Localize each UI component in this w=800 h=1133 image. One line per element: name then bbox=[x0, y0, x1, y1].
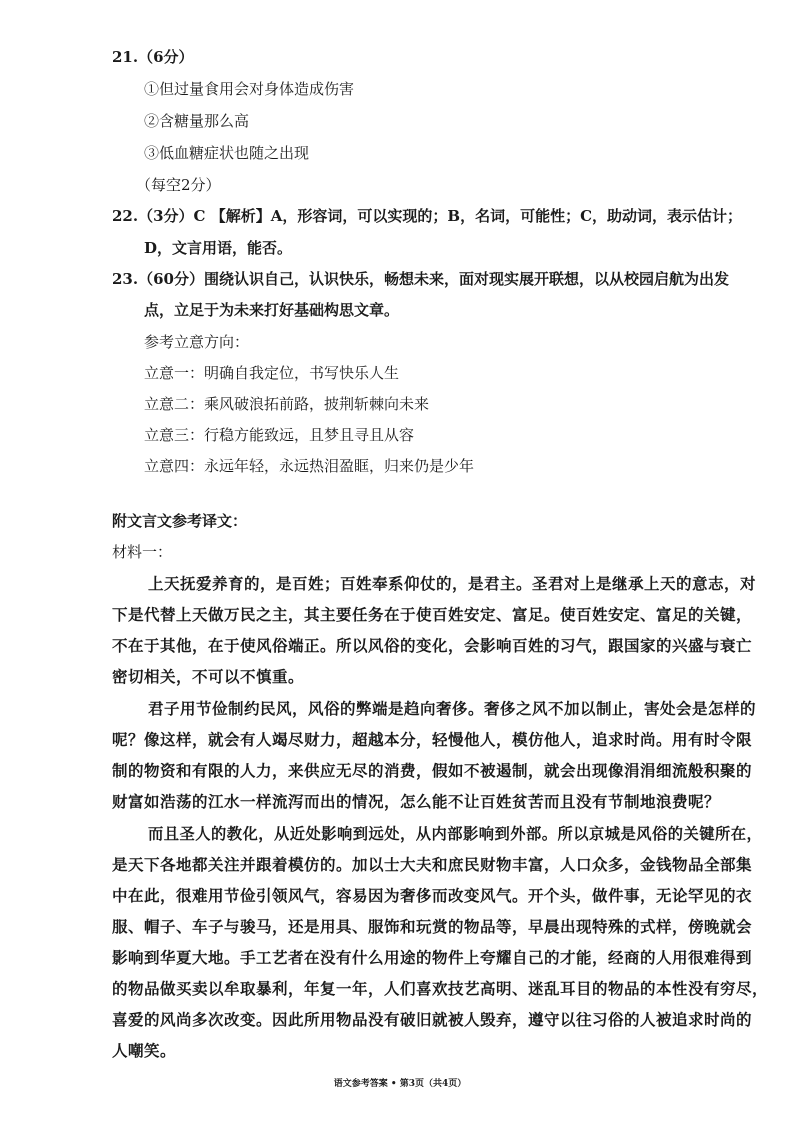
para1-line-2: 下是代替上天做万民之主，其主要任务在于使百姓安定、富足。使百姓安定、富足的关键， bbox=[112, 605, 753, 624]
para1-line-4: 密切相关，不可以不慎重。 bbox=[112, 667, 305, 686]
q23-idea-4: 立意四：永远年轻，永远热泪盈眶，归来仍是少年 bbox=[144, 457, 475, 475]
para3-line-1: 而且圣人的教化，从近处影响到远处，从内部影响到外部。所以京城是风俗的关键所在， bbox=[148, 825, 763, 843]
para1-line-3: 不在于其他，在于使风俗端正。所以风俗的变化，会影响百姓的习气，跟国家的兴盛与衰亡 bbox=[112, 636, 753, 655]
q23-idea-1: 立意一：明确自我定位，书写快乐人生 bbox=[144, 364, 400, 382]
para2-line-2: 呢？像这样，就会有人竭尽财力，超越本分，轻慢他人，模仿他人，追求时尚。用有时令限 bbox=[112, 730, 753, 749]
q23-ref-title: 参考立意方向： bbox=[144, 333, 250, 351]
q23-idea-2: 立意二：乘风破浪拓前路，披荆斩棘向未来 bbox=[144, 395, 430, 413]
para3-line-4: 服、帽子、车子与骏马，还是用具、服饰和玩赏的物品等，早晨出现特殊的式样，傍晚就会 bbox=[112, 917, 753, 936]
q21-item-3: ③低血糖症状也随之出现 bbox=[144, 144, 310, 162]
para2-line-4: 财富如浩荡的江水一样流泻而出的情况，怎么能不让百姓贫苦而且没有节制地浪费呢？ bbox=[112, 792, 721, 811]
q22-line-2: D，文言用语，能否。 bbox=[144, 239, 293, 257]
appendix-title: 附文言文参考译文： bbox=[112, 512, 248, 530]
q22-analysis-text: A，形容词，可以实现的；B，名词，可能性；C，助动词，表示估计； bbox=[270, 207, 743, 225]
para3-line-6: 的物品做买卖以牟取暴利，年复一年，人们喜欢技艺高明、迷乱耳目的物品的本性没有穷尽， bbox=[112, 979, 769, 998]
q23-text-1: 围绕认识自己，认识快乐，畅想未来，面对现实展开联想，以从校园启航为出发 bbox=[203, 270, 729, 288]
q23-score: （60分） bbox=[138, 270, 204, 288]
q22-line-1 bbox=[112, 205, 742, 226]
para2-line-1: 君子用节俭制约民风，风俗的弊端是趋向奢侈。奢侈之风不加以制止，害处会是怎样的 bbox=[148, 699, 757, 718]
q23-number: 23. bbox=[112, 270, 139, 288]
q21-header bbox=[112, 46, 194, 67]
q21-item-2: ②含糖量那么高 bbox=[144, 112, 250, 130]
q22-score: （3分）C bbox=[138, 207, 206, 225]
para3-line-2: 是天下各地都关注并跟着模仿的。加以士大夫和庶民财物丰富，人口众多，金钱物品全部集 bbox=[112, 855, 753, 874]
para3-line-7: 喜爱的风尚多次改变。因此所用物品没有破旧就被人毁弃，遵守以往习俗的人被追求时尚的 bbox=[112, 1010, 753, 1029]
q22-analysis-label: 【解析】 bbox=[210, 207, 271, 225]
q21-number: 21. bbox=[112, 48, 139, 66]
page-footer: 语文参考答案 • 第3页（共4页） bbox=[333, 1079, 467, 1089]
para3-line-8: 人嘲笑。 bbox=[112, 1041, 177, 1060]
para3-line-3: 中在此，很难用节俭引领风气，容易因为奢侈而改变风气。开个头，做件事，无论罕见的衣 bbox=[112, 886, 753, 905]
q21-note: （每空2分） bbox=[136, 176, 221, 194]
para2-line-3: 制的物资和有限的人力，来供应无尽的消费，假如不被遏制，就会出现像涓涓细流般积聚的 bbox=[112, 761, 753, 780]
q21-item-1: ①但过量食用会对身体造成伤害 bbox=[144, 80, 355, 98]
q22-number: 22. bbox=[112, 207, 139, 225]
q23-line-1 bbox=[112, 268, 729, 289]
para3-line-5: 影响到华夏大地。手工艺者在没有什么用途的物件上夸耀自己的才能，经商的人用很难得到 bbox=[112, 948, 753, 967]
q23-line-2: 点，立足于为未来打好基础构思文章。 bbox=[144, 301, 400, 319]
q23-idea-3: 立意三：行稳方能致远，且梦且寻且从容 bbox=[144, 426, 415, 444]
q21-score: （6分） bbox=[138, 48, 194, 66]
appendix-material: 材料一： bbox=[112, 543, 173, 561]
para1-line-1: 上天抚爱养育的，是百姓；百姓奉系仰仗的，是君主。圣君对上是继承上天的意志，对 bbox=[148, 574, 757, 593]
